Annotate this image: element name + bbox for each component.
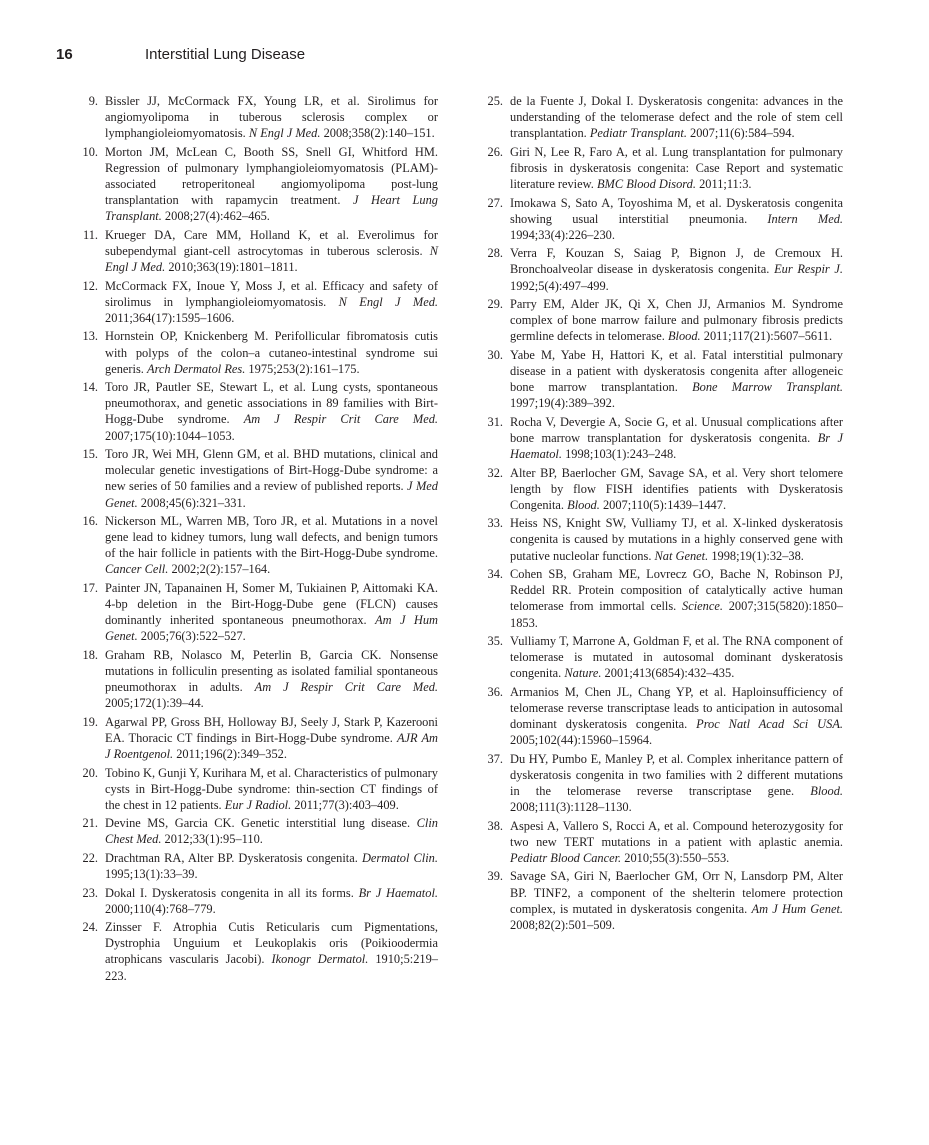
- reference-item: [68, 885, 438, 917]
- page-header: [56, 46, 305, 70]
- reference-number: 24.: [82, 920, 98, 935]
- reference-journal: J Med Genet.: [105, 479, 438, 510]
- reference-text: [105, 815, 438, 847]
- reference-item: [68, 446, 438, 511]
- reference-body: Savage SA, Giri N, Baerlocher GM, Orr N, Lansdorp PM, Alter BP. TINF2, a component of the shelterin telomere protection complex, is mutated in dyskeratosis congenita.: [510, 869, 843, 916]
- reference-item: [68, 850, 438, 882]
- reference-number: 19.: [82, 714, 98, 729]
- reference-citation: 2008;111(3):1128–1130.: [510, 800, 632, 815]
- reference-number: 38.: [487, 818, 503, 833]
- reference-citation: 1992;5(4):497–499.: [510, 278, 609, 293]
- reference-item: [68, 227, 438, 275]
- reference-column-left: [68, 93, 438, 986]
- reference-text: [105, 647, 438, 712]
- reference-journal: Ikonogr Dermatol.: [271, 952, 369, 967]
- reference-text: [510, 818, 843, 866]
- reference-number: 28.: [487, 246, 503, 261]
- reference-body: Bissler JJ, McCormack FX, Young LR, et al. Sirolimus for angiomyolipoma in tuberous sclerosis complex or lymphangioleiomyomatosis.: [105, 94, 438, 141]
- reference-number: 26.: [487, 144, 503, 159]
- reference-journal: Am J Respir Crit Care Med.: [243, 412, 438, 427]
- reference-body: Cohen SB, Graham ME, Lovrecz GO, Bache N, Robinson PJ, Reddel RR. Protein composition of catalytically active human telomerase from immortal cells.: [510, 567, 843, 614]
- reference-number: 33.: [487, 516, 503, 531]
- reference-citation: 2012;33(1):95–110.: [164, 832, 263, 847]
- reference-number: 36.: [487, 684, 503, 699]
- reference-citation: 2010;55(3):550–553.: [624, 850, 730, 865]
- reference-body: Nickerson ML, Warren MB, Toro JR, et al. Mutations in a novel gene lead to kidney tumors, lung wall defects, and benign tumors of the hair follicle in patients with the Birt-Hogg-Dube syndrome.: [105, 513, 438, 561]
- reference-number: 21.: [82, 816, 98, 831]
- reference-text: [510, 751, 843, 816]
- reference-number: 35.: [487, 633, 503, 648]
- reference-text: [105, 93, 438, 141]
- reference-citation: 2005;172(1):39–44.: [105, 696, 204, 711]
- reference-number: 15.: [82, 447, 98, 462]
- reference-journal: Am J Respir Crit Care Med.: [254, 680, 438, 695]
- reference-number: 17.: [82, 580, 98, 595]
- reference-item: [473, 465, 843, 513]
- reference-journal: Nat Genet.: [654, 548, 709, 563]
- reference-number: 20.: [82, 765, 98, 780]
- reference-item: [473, 751, 843, 816]
- reference-citation: 2007;11(6):584–594.: [690, 126, 795, 141]
- reference-citation: 1910;5:219–223.: [105, 952, 438, 983]
- reference-text: [105, 714, 438, 762]
- reference-number: 13.: [82, 329, 98, 344]
- reference-body: Toro JR, Wei MH, Glenn GM, et al. BHD mutations, clinical and molecular genetic investigations of Birt-Hogg-Dube syndrome: a new series of 50 families and a review of published reports.: [105, 447, 438, 494]
- reference-body: Dokal I. Dyskeratosis congenita in all its forms.: [105, 885, 354, 900]
- reference-item: [68, 580, 438, 645]
- reference-journal: Clin Chest Med.: [105, 816, 438, 847]
- reference-item: [473, 566, 843, 631]
- reference-journal: Eur J Radiol.: [224, 797, 292, 812]
- reference-text: [510, 296, 843, 344]
- reference-citation: 2011;364(17):1595–1606.: [105, 310, 235, 325]
- reference-text: [510, 465, 843, 513]
- reference-text: [105, 379, 438, 444]
- reference-text: [105, 278, 438, 326]
- reference-citation: 2008;82(2):501–509.: [510, 917, 615, 932]
- reference-number: 31.: [487, 414, 503, 429]
- reference-item: [68, 513, 438, 578]
- reference-body: Vulliamy T, Marrone A, Goldman F, et al. The RNA component of telomerase is mutated in autosomal dominant dyskeratosis congenita.: [510, 633, 843, 681]
- reference-text: [105, 513, 438, 578]
- reference-body: Tobino K, Gunji Y, Kurihara M, et al. Characteristics of pulmonary cysts in Birt-Hogg-Dube syndrome: thin-section CT findings of the chest in 12 patients.: [105, 765, 438, 812]
- reference-number: 23.: [82, 885, 98, 900]
- reference-journal: Science.: [682, 599, 723, 614]
- reference-citation: 2007;175(10):1044–1053.: [105, 428, 235, 443]
- reference-citation: 1994;33(4):226–230.: [510, 227, 615, 242]
- reference-text: [105, 919, 438, 984]
- reference-citation: 2007;315(5820):1850–1853.: [510, 599, 843, 630]
- reference-text: [510, 515, 843, 563]
- reference-text: [510, 195, 843, 243]
- reference-journal: Am J Hum Genet.: [105, 613, 438, 644]
- reference-journal: Intern Med.: [767, 211, 843, 226]
- reference-body: Drachtman RA, Alter BP. Dyskeratosis congenita.: [105, 850, 358, 865]
- reference-body: Krueger DA, Care MM, Holland K, et al. Everolimus for subependymal giant-cell astrocytomas in tuberous sclerosis.: [105, 227, 438, 258]
- reference-text: [510, 144, 843, 192]
- reference-body: Rocha V, Devergie A, Socie G, et al. Unusual complications after bone marrow transplantation for dyskeratosis congenita.: [510, 414, 843, 445]
- reference-text: [510, 93, 843, 141]
- reference-citation: 2008;358(2):140–151.: [323, 126, 435, 141]
- reference-text: [510, 868, 843, 933]
- reference-number: 25.: [487, 94, 503, 108]
- reference-body: Agarwal PP, Gross BH, Holloway BJ, Seely J, Stark P, Kazerooni EA. Thoracic CT findings in Birt-Hogg-Dube syndrome.: [105, 714, 438, 745]
- reference-text: [510, 414, 843, 462]
- reference-number: 22.: [82, 850, 98, 865]
- reference-body: Alter BP, Baerlocher GM, Savage SA, et al. Very short telomere length by flow FISH identifies patients with Dyskeratosis Congenita.: [510, 465, 843, 512]
- reference-journal: N Engl J Med.: [248, 126, 321, 141]
- reference-item: [68, 919, 438, 984]
- reference-item: [473, 93, 843, 141]
- reference-number: 14.: [82, 380, 98, 395]
- reference-text: [105, 227, 438, 275]
- reference-number: 18.: [82, 647, 98, 662]
- reference-citation: 2011;11:3.: [699, 177, 752, 192]
- reference-text: [510, 684, 843, 749]
- reference-body: Yabe M, Yabe H, Hattori K, et al. Fatal interstitial pulmonary disease in a patient with dyskeratosis congenita after allogeneic bone marrow transplantation.: [510, 347, 843, 395]
- reference-citation: 1975;253(2):161–175.: [248, 361, 360, 376]
- reference-journal: Proc Natl Acad Sci USA.: [696, 717, 843, 732]
- reference-journal: Eur Respir J.: [774, 262, 844, 277]
- reference-citation: 2002;2(2):157–164.: [171, 562, 271, 577]
- reference-text: [510, 633, 843, 681]
- reference-journal: J Heart Lung Transplant.: [105, 193, 438, 224]
- reference-body: Verra F, Kouzan S, Saiag P, Bignon J, de Cremoux H. Bronchoalveolar disease in dyskeratosis congenita.: [510, 246, 843, 277]
- reference-citation: 2001;413(6854):432–435.: [604, 666, 735, 681]
- reference-item: [68, 328, 438, 376]
- reference-citation: 2005;76(3):522–527.: [140, 629, 246, 644]
- reference-journal: Blood.: [667, 329, 701, 344]
- reference-item: [473, 868, 843, 933]
- reference-journal: BMC Blood Disord.: [596, 177, 696, 192]
- reference-journal: Arch Dermatol Res.: [147, 361, 246, 376]
- reference-text: [105, 328, 438, 376]
- reference-body: Morton JM, McLean C, Booth SS, Snell GI, Whitford HM. Regression of pulmonary lymphangioleiomyomatosis (PLAM)-associated retroperitoneal angiomyolipoma post-lung transplantation with rapamycin treatment.: [105, 144, 438, 208]
- reference-text: [105, 580, 438, 645]
- reference-text: [510, 566, 843, 631]
- reference-journal: AJR Am J Roentgenol.: [105, 730, 438, 762]
- reference-citation: 2010;363(19):1801–1811.: [168, 260, 298, 275]
- reference-number: 39.: [487, 869, 503, 884]
- reference-item: [68, 278, 438, 326]
- reference-body: Zinsser F. Atrophia Cutis Reticularis cum Pigmentations, Dystrophia Unguium et Leukoplakis oris (Poikioodermia atrophicans vascularis Jacobi).: [105, 920, 438, 967]
- reference-body: McCormack FX, Inoue Y, Moss J, et al. Efficacy and safety of sirolimus in lymphangioleiomyomatosis.: [105, 278, 438, 309]
- reference-citation: 1998;103(1):243–248.: [565, 447, 677, 462]
- reference-item: [473, 245, 843, 293]
- reference-item: [473, 347, 843, 412]
- reference-body: de la Fuente J, Dokal I. Dyskeratosis congenita: advances in the understanding of the telomerase defect and the role of stem cell transplantation.: [510, 94, 843, 141]
- reference-citation: 2011;196(2):349–352.: [176, 747, 287, 762]
- reference-number: 27.: [487, 195, 503, 210]
- reference-item: [473, 144, 843, 192]
- reference-journal: Blood.: [810, 783, 843, 798]
- reference-text: [105, 765, 438, 813]
- reference-text: [105, 885, 438, 917]
- reference-item: [473, 684, 843, 749]
- running-title: Interstitial Lung Disease: [145, 46, 306, 63]
- reference-item: [68, 379, 438, 444]
- reference-number: 32.: [487, 465, 503, 480]
- reference-number: 10.: [82, 144, 98, 159]
- reference-journal: N Engl J Med.: [105, 244, 438, 275]
- reference-item: [473, 515, 843, 563]
- reference-body: Giri N, Lee R, Faro A, et al. Lung transplantation for pulmonary fibrosis in dyskeratosis congenita: Case Report and systematic literature review.: [510, 144, 843, 192]
- reference-number: 37.: [487, 751, 503, 766]
- reference-citation: 2011;77(3):403–409.: [294, 797, 399, 812]
- reference-body: Hornstein OP, Knickenberg M. Perifollicular fibromatosis cutis with polyps of the colon–a cutaneo-intestinal syndrome sui generis.: [105, 329, 438, 376]
- reference-item: [68, 765, 438, 813]
- reference-body: Du HY, Pumbo E, Manley P, et al. Complex inheritance pattern of dyskeratosis congenita in two families with 2 different mutations in the telomerase reverse transcriptase gene.: [510, 751, 843, 798]
- reference-item: [473, 296, 843, 344]
- reference-journal: Br J Haematol.: [510, 430, 843, 462]
- reference-item: [68, 714, 438, 762]
- reference-citation: 2008;27(4):462–465.: [164, 209, 270, 224]
- reference-citation: 1997;19(4):389–392.: [510, 396, 615, 411]
- reference-body: Devine MS, Garcia CK. Genetic interstitial lung disease.: [105, 816, 411, 831]
- reference-citation: 2000;110(4):768–779.: [105, 901, 216, 916]
- page-number: 16: [56, 46, 73, 63]
- reference-journal: Cancer Cell.: [105, 562, 169, 577]
- reference-journal: Pediatr Transplant.: [589, 126, 687, 141]
- reference-item: [473, 633, 843, 681]
- reference-body: Imokawa S, Sato A, Toyoshima M, et al. Dyskeratosis congenita showing usual interstitial pneumonia.: [510, 195, 843, 226]
- reference-item: [68, 144, 438, 225]
- reference-body: Toro JR, Pautler SE, Stewart L, et al. Lung cysts, spontaneous pneumothorax, and genetic associations in 89 families with Birt-Hogg-Dube syndrome.: [105, 380, 438, 427]
- reference-text: [510, 347, 843, 412]
- reference-text: [105, 850, 438, 882]
- reference-journal: Bone Marrow Transplant.: [692, 380, 843, 395]
- reference-body: Armanios M, Chen JL, Chang YP, et al. Haploinsufficiency of telomerase reverse transcriptase leads to anticipation in autosomal dominant dyskeratosis congenita.: [510, 684, 843, 732]
- reference-citation: 1998;19(1):32–38.: [711, 548, 804, 563]
- reference-body: Heiss NS, Knight SW, Vulliamy TJ, et al. X-linked dyskeratosis congenita is caused by mutations in a highly conserved gene with putative nucleolar functions.: [510, 516, 843, 563]
- reference-number: 29.: [487, 297, 503, 312]
- reference-citation: 2011;117(21):5607–5611.: [703, 329, 833, 344]
- reference-number: 11.: [82, 227, 98, 242]
- reference-body: Parry EM, Alder JK, Qi X, Chen JJ, Armanios M. Syndrome complex of bone marrow failure and pulmonary fibrosis predicts germline defects in telomerase.: [510, 297, 843, 344]
- reference-journal: Dermatol Clin.: [361, 850, 438, 865]
- reference-text: [105, 446, 438, 511]
- reference-body: Aspesi A, Vallero S, Rocci A, et al. Compound heterozygosity for two new TERT mutations in a patient with aplastic anemia.: [510, 818, 843, 849]
- reference-number: 30.: [487, 347, 503, 362]
- reference-citation: 1995;13(1):33–39.: [105, 867, 198, 882]
- reference-journal: Br J Haematol.: [358, 885, 438, 900]
- reference-journal: Pediatr Blood Cancer.: [510, 850, 622, 865]
- reference-number: 9.: [88, 94, 98, 108]
- reference-item: [473, 818, 843, 866]
- reference-journal: N Engl J Med.: [338, 294, 438, 309]
- reference-number: 12.: [82, 278, 98, 293]
- reference-item: [473, 195, 843, 243]
- reference-journal: Blood.: [567, 497, 600, 512]
- reference-column-right: [473, 93, 843, 935]
- reference-number: 34.: [487, 567, 503, 582]
- reference-citation: 2008;45(6):321–331.: [140, 495, 246, 510]
- reference-journal: Nature.: [564, 666, 602, 681]
- reference-journal: Am J Hum Genet.: [751, 901, 843, 916]
- reference-item: [68, 93, 438, 141]
- reference-item: [68, 647, 438, 712]
- reference-text: [510, 245, 843, 293]
- reference-item: [473, 414, 843, 462]
- reference-number: 16.: [82, 513, 98, 528]
- reference-citation: 2007;110(5):1439–1447.: [602, 497, 727, 512]
- reference-body: Painter JN, Tapanainen H, Somer M, Tukiainen P, Aittomaki KA. 4-bp deletion in the Birt-Hogg-Dube gene (FLCN) causes dominantly inherited spontaneous pneumothorax.: [105, 580, 438, 628]
- reference-body: Graham RB, Nolasco M, Peterlin B, Garcia CK. Nonsense mutations in folliculin presenting as isolated familial spontaneous pneumothorax in adults.: [105, 647, 438, 695]
- reference-text: [105, 144, 438, 225]
- reference-item: [68, 815, 438, 847]
- reference-citation: 2005;102(44):15960–15964.: [510, 733, 653, 748]
